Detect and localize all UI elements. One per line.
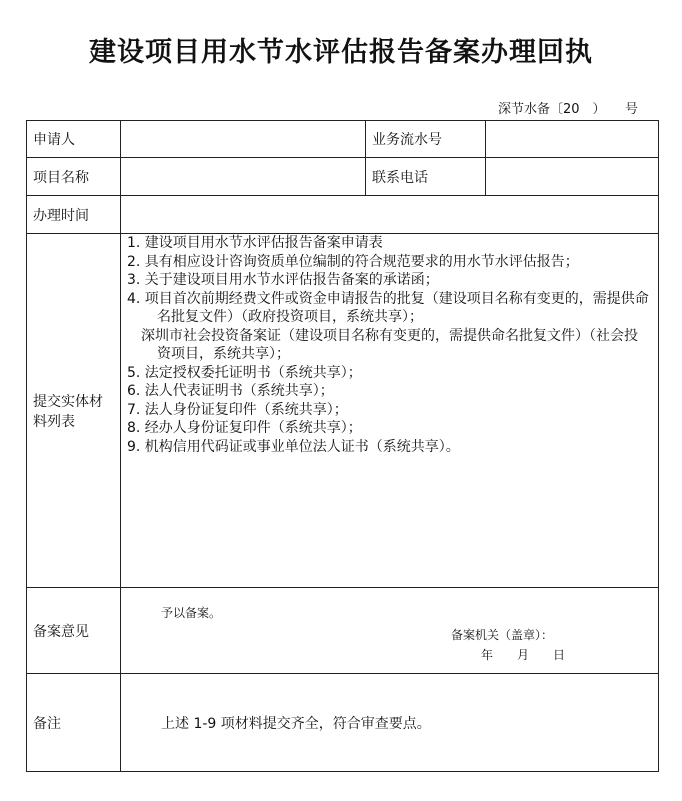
row-project (27, 158, 659, 196)
applicant-field[interactable] (121, 121, 366, 158)
material-item: 资项目，系统共享）； (157, 346, 290, 362)
material-item: 9. 机构信用代码证或事业单位法人证书（系统共享）。 (127, 438, 460, 455)
receipt-form-table (26, 120, 659, 772)
remark-label: 备注 (27, 674, 121, 772)
project-field[interactable] (121, 158, 366, 196)
row-time (27, 196, 659, 234)
time-field[interactable] (121, 196, 659, 234)
material-item: 6. 法人代表证明书（系统共享）； (127, 383, 334, 399)
opinion-date: 年 月 日 (481, 648, 566, 662)
material-item: 2. 具有相应设计咨询资质单位编制的符合规范要求的用水节水评估报告； (127, 253, 579, 270)
page-title: 建设项目用水节水评估报告备案办理回执 (89, 37, 593, 68)
material-item: 3. 关于建设项目用水节水评估报告备案的承诺函； (127, 272, 439, 288)
opinion-text: 予以备案。 (161, 606, 222, 620)
material-item: 4. 项目首次前期经费文件或资金申请报告的批复（建设项目名称有变更的，需提供命 (127, 290, 649, 307)
material-item: 深圳市社会投资备案证（建设项目名称有变更的，需提供命名批复文件）（社会投 (141, 327, 638, 344)
opinion-label: 备案意见 (27, 588, 121, 674)
row-opinion (27, 588, 659, 674)
phone-field[interactable] (486, 158, 659, 196)
document-number: 深节水备〔20 ） 号 (497, 102, 638, 117)
serial-label: 业务流水号 (366, 121, 486, 158)
row-remark (27, 674, 659, 772)
materials-label: 提交实体材料列表 (27, 234, 121, 588)
material-item: 1. 建设项目用水节水评估报告备案申请表 (127, 235, 383, 251)
material-item: 5. 法定授权委托证明书（系统共享）； (127, 364, 362, 381)
row-applicant (27, 121, 659, 158)
remark-text: 上述 1-9 项材料提交齐全，符合审查要点。 (121, 674, 659, 772)
materials-list (121, 234, 659, 588)
material-item: 名批复文件）（政府投资项目，系统共享）； (157, 309, 423, 325)
phone-label: 联系电话 (366, 158, 486, 196)
time-label: 办理时间 (27, 196, 121, 234)
material-item: 8. 经办人身份证复印件（系统共享）； (127, 420, 362, 436)
project-label: 项目名称 (27, 158, 121, 196)
material-item: 7. 法人身份证复印件（系统共享）； (127, 401, 348, 418)
serial-field[interactable] (486, 121, 659, 158)
row-materials (27, 234, 659, 588)
applicant-label: 申请人 (27, 121, 121, 158)
opinion-org-seal: 备案机关（盖章）： (451, 628, 554, 642)
opinion-field (121, 588, 659, 674)
